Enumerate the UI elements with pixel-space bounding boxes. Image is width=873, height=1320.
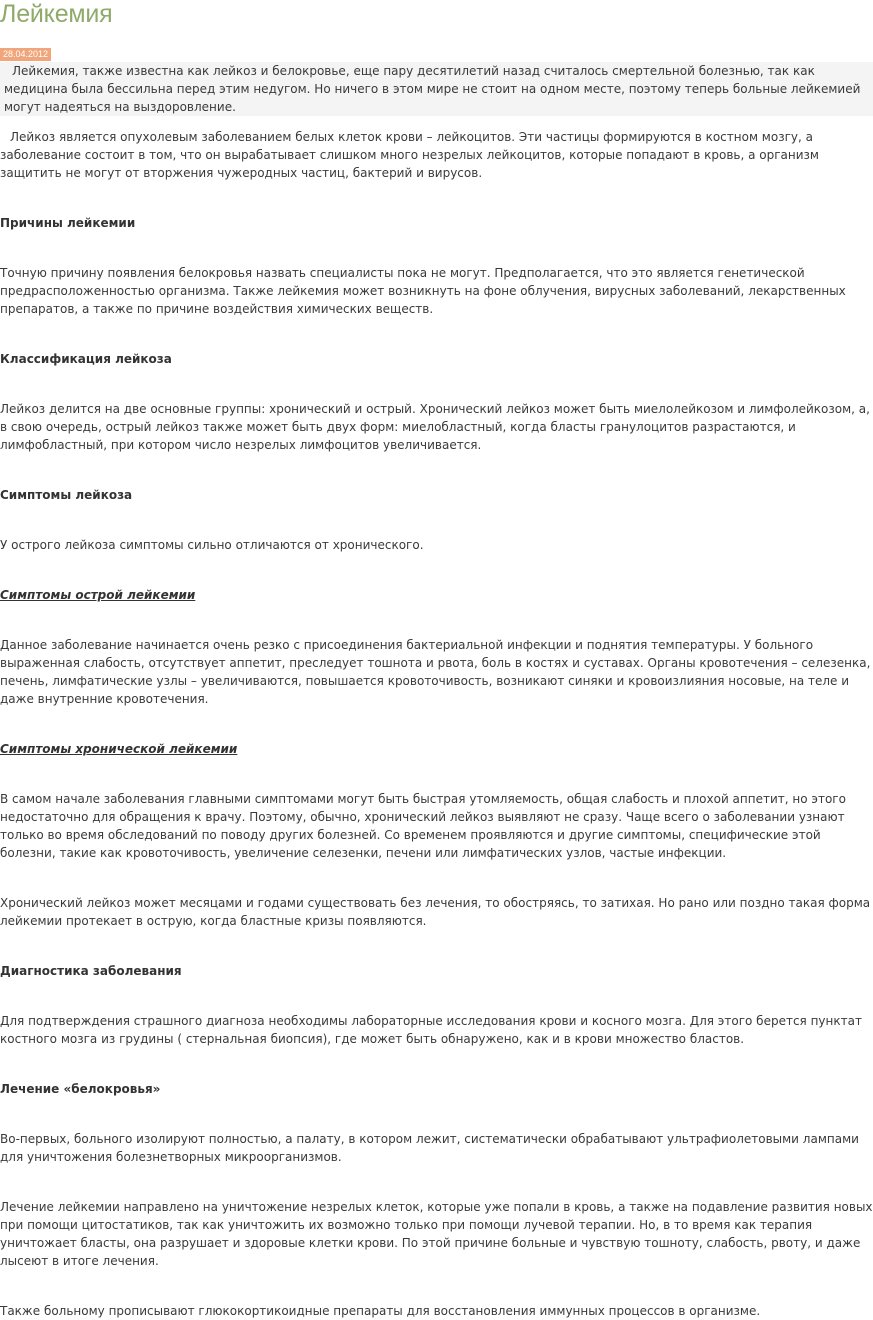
section-heading-causes: Причины лейкемии xyxy=(0,216,136,230)
acute-paragraph: Данное заболевание начинается очень резко с присоединения бактериальной инфекции и поднятия температуры. У больного выраженная слабость, отсутствует аппетит, преследует тошнота и рвота, боль в костях и суставах. Органы кровотечения – селезенка, печень, лимфатические узлы – увеличиваются, повышается кровоточивость, возникают синяки и кровоизлияния носовые, на теле и даже внутренние кровотечения. xyxy=(0,638,871,706)
article-title: Лейкемия xyxy=(0,0,113,28)
section-heading-chronic: Симптомы хронической лейкемии xyxy=(0,742,238,756)
classification-paragraph: Лейкоз делится на две основные группы: хронический и острый. Хронический лейкоз может быть миелолейкозом и лимфолейкозом, а, в свою очередь, острый лейкоз также может быть двух форм: миелобластный, когда бласты гранулоцитов разрастаются, и лимфобластный, при котором число незрелых лимфоцитов увеличивается. xyxy=(0,402,870,452)
lead-text: Лейкемия, также известна как лейкоз и белокровье, еще пару десятилетий назад считалось смертельной болезнью, так как медицина была бессильна перед этим недугом. Но ничего в этом мире не стоит на одном месте, поэтому теперь больные лейкемией могут надеяться на выздоровление. xyxy=(4,64,861,114)
section-heading-diagnostics: Диагностика заболевания xyxy=(0,964,182,978)
treatment-paragraph-1: Во-первых, больного изолируют полностью, а палату, в котором лежит, систематически обрабатывают ультрафиолетовыми лампами для уничтожения болезнетворных микроорганизмов. xyxy=(0,1132,859,1164)
section-heading-treatment: Лечение «белокровья» xyxy=(0,1082,161,1096)
causes-paragraph: Точную причину появления белокровья назвать специалисты пока не могут. Предполагается, что это является генетической предрасположенностью организма. Также лейкемия может возникнуть на фоне облучения, вирусных заболеваний, лекарственных препаратов, а также по причине воздействия химических веществ. xyxy=(0,266,846,316)
section-heading-symptoms: Симптомы лейкоза xyxy=(0,488,133,502)
lead-paragraph xyxy=(0,62,873,116)
section-heading-acute: Симптомы острой лейкемии xyxy=(0,588,196,602)
symptoms-paragraph: У острого лейкоза симптомы сильно отличаются от хронического. xyxy=(0,538,424,552)
chronic-paragraph-2: Хронический лейкоз может месяцами и годами существовать без лечения, то обостряясь, то затихая. Но рано или поздно такая форма лейкемии протекает в острую, когда бластные кризы появляются. xyxy=(0,896,871,928)
chronic-paragraph-1: В самом начале заболевания главными симптомами могут быть быстрая утомляемость, общая слабость и плохой аппетит, но этого недостаточно для обращения к врачу. Поэтому, обычно, хронический лейкоз выявляют не сразу. Чаще всего о заболевании узнают только во время обследований по поводу других болезней. Со временем проявляются и другие симптомы, специфические этой болезни, такие как кровоточивость, увеличение селезенки, печени или лимфатических узлов, частые инфекции. xyxy=(0,792,846,860)
treatment-paragraph-3: Также больному прописывают глюкокортикоидные препараты для восстановления иммунных процессов в организме. xyxy=(0,1304,761,1318)
intro-paragraph: Лейкоз является опухолевым заболеванием белых клеток крови – лейкоцитов. Эти частицы формируются в костном мозгу, а заболевание состоит в том, что он вырабатывает слишком много незрелых лейкоцитов, которые попадают в кровь, а организм защитить не могут от вторжения чужеродных частиц, бактерий и вирусов. xyxy=(0,130,819,180)
diagnostics-paragraph: Для подтверждения страшного диагноза необходимы лабораторные исследования крови и косного мозга. Для этого берется пунктат костного мозга из грудины ( стернальная биопсия), где может быть обнаружено, как и в крови множество бластов. xyxy=(0,1014,862,1046)
treatment-paragraph-2: Лечение лейкемии направлено на уничтожение незрелых клеток, которые уже попали в кровь, а также на подавление развития новых при помощи цитостатиков, так как уничтожить их возможно только при помощи лучевой терапии. Но, в то время как терапия уничтожает бласты, она разрушает и здоровые клетки крови. По этой причине больные и чувствую тошноту, слабость, рвоту, и даже лысеют в итоге лечения. xyxy=(0,1200,873,1268)
section-heading-classification: Классификация лейкоза xyxy=(0,352,172,366)
date-badge: 28.04.2012 xyxy=(0,48,51,61)
